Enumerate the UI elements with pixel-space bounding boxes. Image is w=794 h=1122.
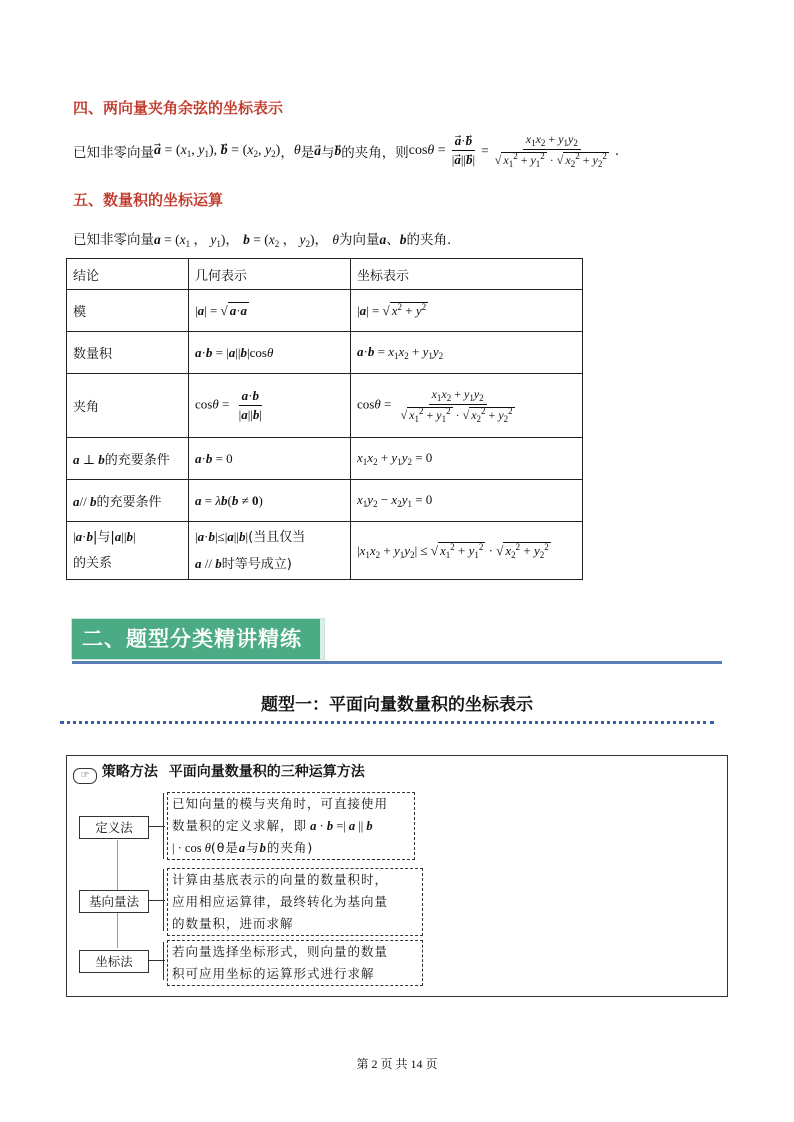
note-coordinate: 若向量选择坐标形式，则向量的数量 积可应用坐标的运算形式进行求解 [167, 940, 423, 986]
bracket [163, 793, 164, 859]
table-row: 夹角 cosθ = $\frac{a\cdot b}{|a||b|}$ cosθ = $\frac{x_1x_2 + y_1y_2}{√ x_1^2 + y_1^2 \cdot √ x_2^2 + y_2^2}$ [67, 374, 583, 438]
hand-icon: ☞ [73, 768, 97, 784]
table-header: 结论 [67, 259, 189, 290]
note-definition: 已知向量的模与夹角时，可直接使用 数量积的定义求解，即 a · b =| a || b | · cos θ(θ是a与b的夹角) [167, 792, 415, 860]
strategy-heading: ☞ 策略方法 平面向量数量积的三种运算方法 [73, 761, 365, 784]
table-row: a// b的充要条件 a = λb(b ≠ 0) $x_1y_2 - x_2y_1 = 0$ [67, 480, 583, 522]
section5-paragraph: 已知非零向量$a = (x_1$ ， $y_1$)， $b = (x_2$ ， $y_2$)， θ为向量a、b的夹角. [73, 232, 452, 249]
type1-title: 题型一：平面向量数量积的坐标表示 [261, 695, 533, 715]
formula-table [66, 258, 583, 580]
section4-title: 四、两向量夹角余弦的坐标表示 [73, 99, 284, 117]
note-basis-vector: 计算由基底表示的向量的数量积时， 应用相应运算律，最终转化为基向量 的数量积，进而求解 [167, 868, 423, 936]
table-header: 几何表示 [189, 259, 351, 290]
table-row: a ⊥ b的充要条件 a·b = 0 $x_1x_2 + y_1y_2 = 0$ [67, 438, 583, 480]
dotted-divider [60, 721, 714, 724]
page-footer: 第 2 页 共 14 页 [356, 1057, 438, 1071]
strategy-box [66, 755, 728, 997]
section5-title: 五、数量积的坐标运算 [73, 191, 224, 209]
table-row: |a·b|与|a||b| 的关系 |a·b|≤|a||b|(当且仅当 a // b时等号成立) $|x_1x_2 + y_1y_2|$ ≤ √ $x_1^2 + y_1^2$ · √ $x_2^2 + y_2^2$ [67, 522, 583, 580]
banner-underline [72, 661, 722, 664]
node-coordinate-method: 坐标法 [79, 950, 149, 973]
bracket [163, 869, 164, 931]
node-definition-method: 定义法 [79, 816, 149, 839]
node-basis-vector-method: 基向量法 [79, 890, 149, 913]
table-header: 坐标表示 [351, 259, 583, 290]
table-row: 模 |a| = √ a·a |a| = √ $x^2 + y^2$ [67, 290, 583, 332]
bracket [163, 942, 164, 980]
section4-paragraph: 已知非零向量 a⃗ = ($x_1$, $y_1$), b⃗ = ($x_2$, $y_2$) ， θ 是 a 与 b 的夹角，则 cosθ = $\frac{a⃗\cdot b}{|a⃗||b⃗|}$ = $\frac{x_1x_2 + y_1y_2}{√ x_1^2 + y_1^2 \cdot √ x_2^2 + y_2^2}$ . [73, 132, 620, 169]
section-banner: 二、题型分类精讲精练 [72, 619, 324, 659]
table-row: 数量积 a·b = |a||b|cosθ $a\cdot b = x_1x_2 + y_1y_2$ [67, 332, 583, 374]
